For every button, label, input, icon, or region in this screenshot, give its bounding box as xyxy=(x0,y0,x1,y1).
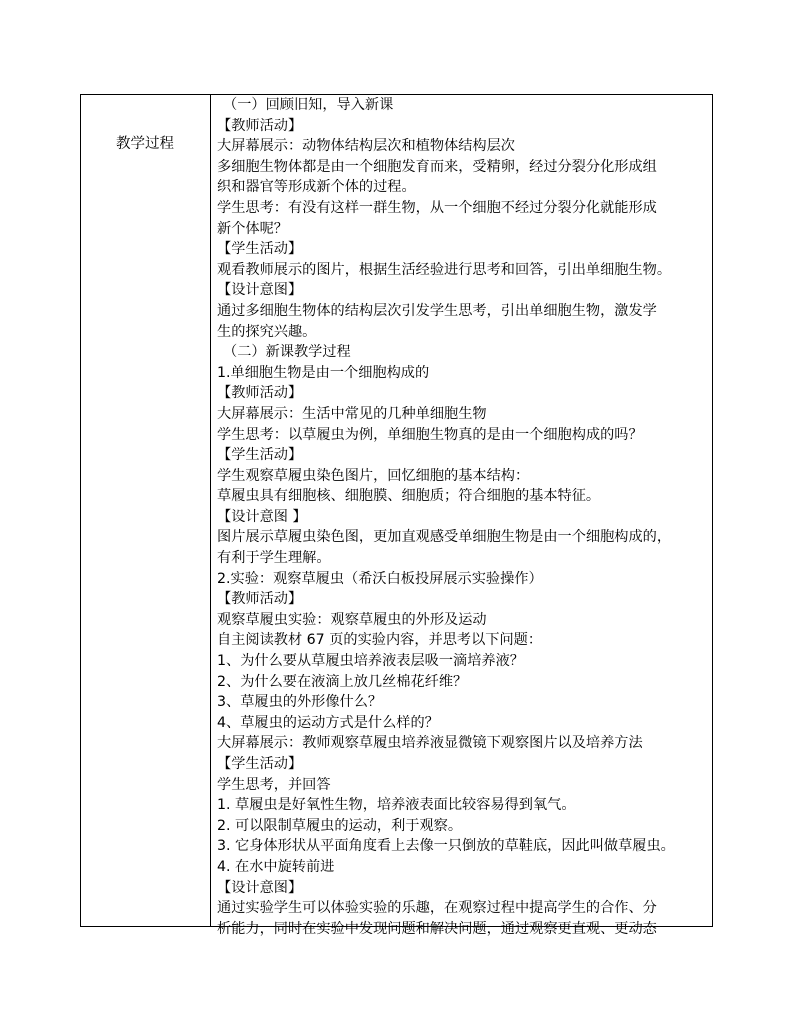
content-line: 观看教师展示的图片，根据生活经验进行思考和回答，引出单细胞生物。 xyxy=(217,261,672,278)
content-line: 【设计意图】 xyxy=(217,879,303,896)
content-line: 通过多细胞生物体的结构层次引发学生思考，引出单细胞生物，激发学 xyxy=(217,302,657,319)
content-line: 学生观察草履虫染色图片，回忆细胞的基本结构： xyxy=(217,467,530,484)
content-line: 生的探究兴趣。 xyxy=(217,323,317,340)
content-line: （一）回顾旧知，导入新课 xyxy=(223,97,394,113)
content-line: 【学生活动】 xyxy=(217,447,303,464)
content-line: 大屏幕展示：生活中常见的几种单细胞生物 xyxy=(217,405,487,422)
content-line: 图片展示草履虫染色图，更加直观感受单细胞生物是由一个细胞构成的， xyxy=(217,529,672,546)
row-label-cell xyxy=(81,95,211,926)
content-line: 自主阅读教材 67 页的实验内容，并思考以下问题： xyxy=(217,632,543,649)
content-line: 【学生活动】 xyxy=(217,241,303,258)
content-line: 2. 可以限制草履虫的运动，利于观察。 xyxy=(217,817,463,834)
content-line: 学生思考：有没有这样一群生物，从一个细胞不经过分裂分化就能形成 xyxy=(217,199,657,216)
content-line: 【设计意图 】 xyxy=(217,508,307,525)
content-cell xyxy=(211,95,712,937)
content-line: 1.单细胞生物是由一个细胞构成的 xyxy=(217,364,430,381)
content-line: 大屏幕展示：动物体结构层次和植物体结构层次 xyxy=(217,138,515,155)
content-line: 织和器官等形成新个体的过程。 xyxy=(217,179,416,196)
content-line: （二）新课教学过程 xyxy=(223,344,351,361)
content-line: 【教师活动】 xyxy=(217,591,303,608)
content-line: 4、草履虫的运动方式是什么样的？ xyxy=(217,714,439,731)
content-line: 1、为什么要从草履虫培养液表层吸一滴培养液？ xyxy=(217,653,524,670)
content-line: 新个体呢？ xyxy=(217,220,288,237)
lesson-table xyxy=(80,94,713,937)
content-line: 析能力，同时在实验中发现问题和解决问题，通过观察更直观、更动态 xyxy=(217,920,657,937)
content-line: 【教师活动】 xyxy=(217,117,303,134)
content-line: 3. 它身体形状从平面角度看上去像一只倒放的草鞋底，因此叫做草履虫。 xyxy=(217,838,675,855)
content-line: 【设计意图】 xyxy=(217,282,303,299)
content-line: 【教师活动】 xyxy=(217,385,303,402)
content-line: 大屏幕展示：教师观察草履虫培养液显微镜下观察图片以及培养方法 xyxy=(217,735,643,752)
content-line: 4. 在水中旋转前进 xyxy=(217,858,335,875)
content-line: 2.实验：观察草履虫（希沃白板投屏展示实验操作） xyxy=(217,570,543,587)
content-line: 观察草履虫实验：观察草履虫的外形及运动 xyxy=(217,611,487,628)
content-line: 1. 草履虫是好氧性生物，培养液表面比较容易得到氧气。 xyxy=(217,797,576,814)
content-line: 【学生活动】 xyxy=(217,756,303,772)
content-line: 草履虫具有细胞核、细胞膜、细胞质；符合细胞的基本特征。 xyxy=(217,488,601,505)
content-line: 学生思考：以草履虫为例，单细胞生物真的是由一个细胞构成的吗？ xyxy=(217,426,643,443)
content-line: 有利于学生理解。 xyxy=(217,550,331,567)
content-line: 3、草履虫的外形像什么？ xyxy=(217,694,383,711)
content-line: 通过实验学生可以体验实验的乐趣，在观察过程中提高学生的合作、分 xyxy=(217,900,657,917)
row-label: 教学过程 xyxy=(116,136,174,152)
content-line: 2、为什么要在液滴上放几丝棉花纤维？ xyxy=(217,673,468,690)
content-line: 多细胞生物体都是由一个细胞发育而来，受精卵，经过分裂分化形成组 xyxy=(217,158,657,175)
content-line: 学生思考，并回答 xyxy=(217,776,331,793)
